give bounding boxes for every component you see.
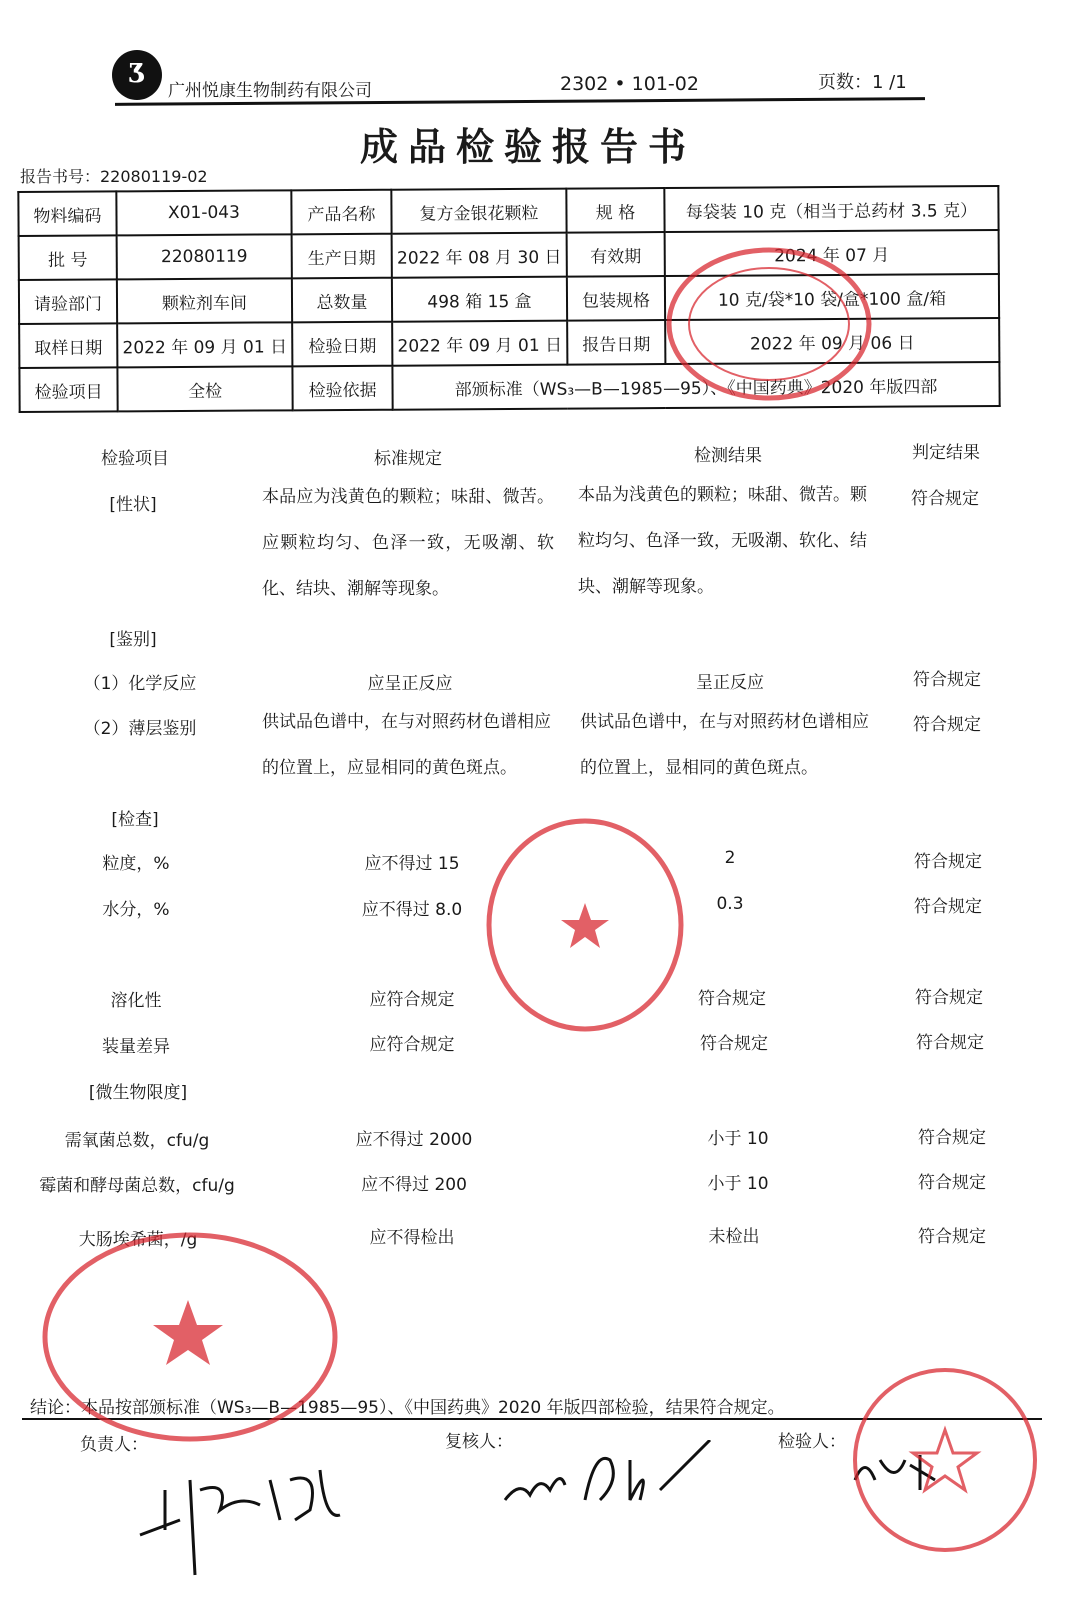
section-label: [微生物限度] [88, 1083, 188, 1103]
value-cell: 498 箱 15 盒 [392, 277, 567, 322]
table-row [19, 362, 999, 412]
label-cell: 批 号 [19, 235, 117, 280]
item-label: [性状] [109, 495, 157, 515]
footer-divider [22, 1418, 1042, 1420]
table-row [19, 318, 999, 368]
label-cell: 请验部门 [19, 279, 117, 324]
result-text: 本品为浅黄色的颗粒；味甜、微苦。颗粒均匀、色泽一致，无吸潮、软化、结块、潮解等现象。 [578, 485, 867, 597]
value-cell: X01-043 [116, 190, 291, 235]
value-cell: 每袋装 10 克（相当于总药材 3.5 克） [664, 186, 998, 232]
label-cell: 报告日期 [567, 320, 665, 365]
verdict: 符合规定 [918, 1128, 986, 1148]
responsible-label: 负责人： [80, 1435, 148, 1455]
standard-text: 应符合规定 [369, 990, 455, 1010]
conclusion: 结论：本品按部颁标准（WS₃—B—1985—95）、《中国药典》2020 年版四部检验，结果符合规定。 [30, 1398, 785, 1418]
value-cell: 复方金银花颗粒 [391, 189, 566, 234]
value-cell: 2022 年 09 月 01 日 [392, 321, 567, 366]
value-cell: 部颁标准（WS₃—B—1985—95）、《中国药典》2020 年版四部 [392, 362, 999, 410]
value-cell: 2022 年 08 月 30 日 [392, 233, 567, 278]
item-label: （2）薄层鉴别 [83, 719, 197, 739]
company-logo: Ʒ [112, 50, 162, 100]
product-info-table [17, 185, 1000, 413]
col-header-item: 检验项目 [101, 449, 169, 469]
result-text: 2 [724, 848, 736, 868]
standard-text: 应不得过 2000 [355, 1130, 473, 1150]
standard-text: 应符合规定 [369, 1035, 455, 1055]
signature-responsible [120, 1450, 360, 1580]
col-header-standard: 标准规定 [374, 449, 442, 469]
standard-text: 应不得过 15 [364, 854, 460, 874]
section-label: [鉴别] [109, 630, 157, 650]
standard-text: 本品应为浅黄色的颗粒；味甜、微苦。应颗粒均匀、色泽一致，无吸潮、软化、结块、潮解等现象。 [262, 487, 554, 599]
item-label: 大肠埃希菌，/g [78, 1230, 198, 1250]
signature-inspector [850, 1450, 940, 1495]
label-cell: 取样日期 [19, 323, 117, 368]
table-row [19, 230, 999, 280]
label-cell: 检验项目 [19, 367, 117, 412]
label-cell: 检验日期 [292, 322, 392, 367]
signature-reviewer [500, 1440, 730, 1520]
result-text: 小于 10 [707, 1129, 769, 1149]
report-number: 报告书号：22080119-02 [20, 167, 208, 186]
table-row [19, 274, 999, 324]
standard-text: 应不得过 8.0 [361, 900, 463, 920]
stamp-kangrui-qc [850, 1365, 1040, 1555]
page-count: 页数：1 /1 [818, 72, 907, 93]
standard-text: 应不得检出 [369, 1228, 455, 1248]
section-label: [检查] [111, 810, 159, 830]
page-title: 成品检验报告书 [360, 125, 697, 169]
result-text: 未检出 [708, 1227, 760, 1247]
value-cell: 10 克/袋*10 袋/盒*100 盒/箱 [665, 274, 999, 320]
value-cell: 全检 [117, 366, 292, 411]
col-header-result: 检测结果 [694, 446, 762, 466]
label-cell: 有效期 [567, 232, 665, 277]
item-label: 霉菌和酵母菌总数，cfu/g [39, 1176, 235, 1196]
value-cell: 22080119 [117, 234, 292, 279]
value-cell: 颗粒剂车间 [117, 278, 292, 323]
reviewer-label: 复核人： [445, 1432, 513, 1452]
verdict: 符合规定 [916, 1033, 984, 1053]
value-cell: 2022 年 09 月 06 日 [665, 318, 999, 364]
result-text: 呈正反应 [696, 673, 764, 693]
value-cell: 2022 年 09 月 01 日 [117, 322, 292, 367]
item-label: （1）化学反应 [83, 674, 197, 694]
verdict: 符合规定 [914, 852, 982, 872]
result-text: 供试品色谱中，在与对照药材色谱相应的位置上，显相同的黄色斑点。 [580, 712, 869, 778]
standard-text: 应呈正反应 [367, 674, 453, 694]
inspector-label: 检验人： [778, 1432, 846, 1452]
verdict: 符合规定 [913, 670, 981, 690]
verdict: 符合规定 [918, 1173, 986, 1193]
col-header-verdict: 判定结果 [912, 443, 980, 463]
label-cell: 包装规格 [567, 276, 665, 321]
result-text: 符合规定 [698, 989, 766, 1009]
item-label: 溶化性 [110, 991, 162, 1011]
table-row [18, 186, 998, 236]
result-text: 0.3 [716, 894, 744, 914]
label-cell: 总数量 [292, 278, 392, 323]
item-label: 需氧菌总数，cfu/g [64, 1131, 210, 1151]
verdict: 符合规定 [914, 897, 982, 917]
verdict: 符合规定 [918, 1227, 986, 1247]
document-code: 2302 • 101-02 [560, 73, 699, 95]
label-cell: 检验依据 [292, 366, 392, 411]
verdict: 符合规定 [915, 988, 983, 1008]
label-cell: 物料编码 [18, 191, 116, 236]
verdict: 符合规定 [911, 489, 979, 509]
item-label: 粒度，% [102, 854, 170, 874]
standard-text: 供试品色谱中，在与对照药材色谱相应的位置上，应显相同的黄色斑点。 [262, 712, 551, 778]
item-label: 水分，% [102, 900, 170, 920]
label-cell: 产品名称 [291, 190, 391, 235]
standard-text: 应不得过 200 [361, 1175, 467, 1195]
label-cell: 规 格 [566, 188, 664, 233]
company-name: 广州悦康生物制药有限公司 [168, 81, 372, 101]
label-cell: 生产日期 [292, 234, 392, 279]
result-text: 小于 10 [707, 1174, 769, 1194]
item-label: 装量差异 [102, 1037, 170, 1057]
result-text: 符合规定 [700, 1034, 768, 1054]
value-cell: 2024 年 07 月 [665, 230, 999, 276]
verdict: 符合规定 [913, 715, 981, 735]
stamp-wantong-quality [485, 818, 685, 1033]
